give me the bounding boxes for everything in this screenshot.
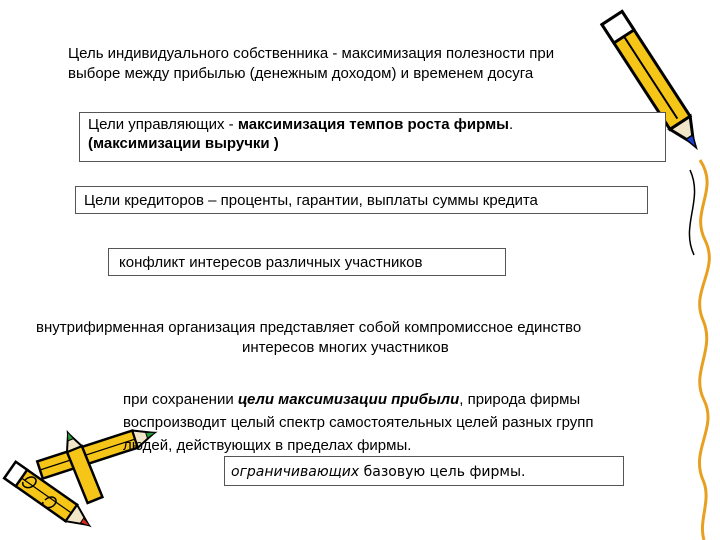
- profit-paragraph-suffix: , природа фирмы: [459, 391, 581, 408]
- creditors-goal-box: [75, 186, 648, 214]
- internal-org-line2: интересов многих участников: [242, 339, 449, 356]
- managers-goal-line2: (максимизации выручки ): [88, 135, 279, 152]
- conflict-box: [108, 248, 506, 276]
- profit-paragraph-line1: [123, 390, 580, 409]
- owner-goal-line2: выборе между прибылью (денежным доходом) и временем досуга: [68, 65, 534, 82]
- limiting-box: [224, 456, 624, 486]
- profit-paragraph-emphasis: цели максимизации прибыли: [237, 391, 460, 408]
- profit-paragraph-prefix: при сохранении: [123, 391, 238, 408]
- creditors-goal-text: Цели кредиторов – проценты, гарантии, выплаты суммы кредита: [84, 192, 538, 209]
- profit-paragraph-line3: людей, действующих в пределах фирмы.: [123, 437, 412, 454]
- conflict-text: конфликт интересов различных участников: [119, 254, 423, 271]
- internal-org-line1: внутрифирменная организация представляет собой компромиссное единство: [36, 319, 582, 336]
- owner-goal-line1: Цель индивидуального собственника - максимизация полезности при: [68, 45, 555, 62]
- managers-goal-prefix: Цели управляющих -: [88, 116, 238, 133]
- managers-goal-period: .: [509, 116, 514, 133]
- profit-paragraph-line2: воспроизводит целый спектр самостоятельных целей разных групп: [123, 414, 594, 431]
- managers-goal-emphasis: максимизация темпов роста фирмы: [237, 116, 509, 133]
- managers-goal-box: [79, 112, 666, 162]
- limiting-rest: базовую цель фирмы.: [359, 464, 526, 480]
- limiting-emphasis: ограничивающих: [231, 464, 360, 480]
